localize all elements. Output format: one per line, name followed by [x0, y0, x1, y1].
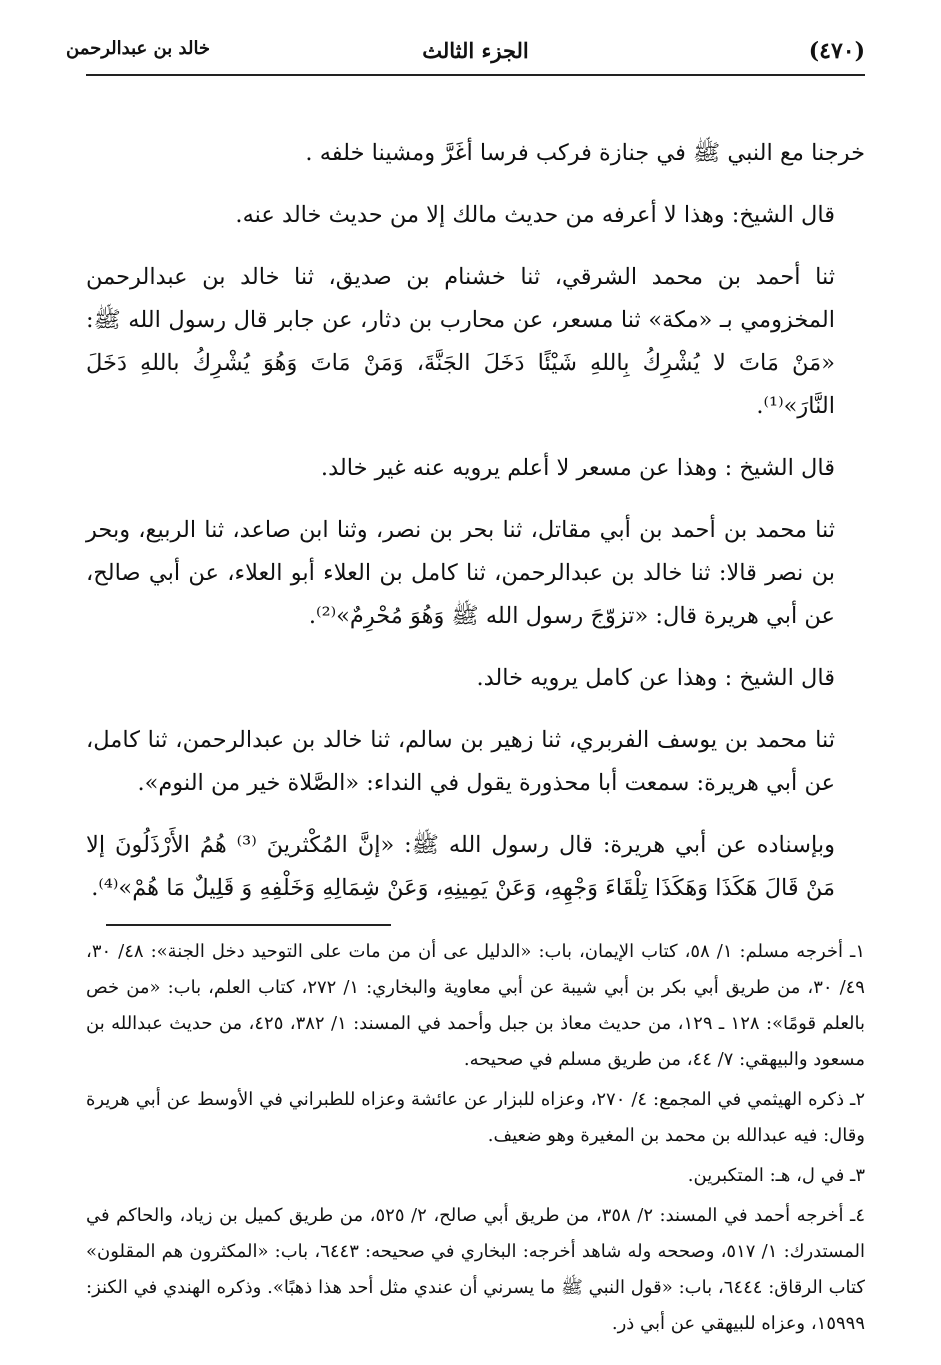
paragraph: خرجنا مع النبي ﷺ في جنازة فركب فرسا أغَرَّ ومشينا خلفه .: [305, 140, 865, 166]
paragraph: قال الشيخ : وهذا عن مسعر لا أعلم يرويه عنه غير خالد.: [320, 455, 835, 481]
footnote: ١ـ أخرجه مسلم: ١/ ٥٨، كتاب الإيمان، باب: «الدليل عى أن من مات على التوحيد دخل الجنة»: ٤٨/ ٣٠، ٤٩/ ٣٠، من طريق أبي بكر بن أبي شيبة عن أبي معاوية والبخاري: ١/ ٢٧٢، كتاب العلم، باب: «من خص بالعلم قومًا»: ١٢٨ ـ ١٢٩، من حديث معاذ بن جبل وأحمد في المسند: ١/ ٣٨٢، ٤٢٥، من حديث عبدالله بن مسعود والبيهقي: ٧/ ٤٤، من طريق مسلم في صحيحه.: [86, 941, 866, 1070]
running-header: [66, 34, 865, 76]
paragraph: ثنا محمد بن أحمد بن أبي مقاتل، ثنا بحر بن نصر، وثنا ابن صاعد، ثنا الربيع، وبحر بن نصر قالا: ثنا خالد بن عبدالرحمن، ثنا كامل بن العلاء أبو العلاء، عن أبي صالح، عن أبي هريرة قال: «تزوّجَ رسول الله ﷺ وَهُوَ مُحْرِمٌ»⁽²⁾.: [86, 517, 835, 629]
paragraph: قال الشيخ : وهذا عن كامل يرويه خالد.: [476, 665, 835, 691]
footnote-separator: [86, 924, 865, 926]
footnote: ٤ـ أخرجه أحمد في المسند: ٢/ ٣٥٨، من طريق أبي صالح، ٢/ ٥٢٥، من طريق كميل بن زياد، والحاكم في المستدرك: ١/ ٥١٧، وصححه وله شاهد أخرجه: البخاري في صحيحه: ٦٤٤٣، باب: «المكثرون هم المقلون» كتاب الرقاق: ٦٤٤٤، باب: «قول النبي ﷺ ما يسرني أن عندي مثل أحد هذا ذهبًا». وذكره الهندي في الكنز: ١٥٩٩٩، وعزاه للبيهقي عن أبي ذر.: [86, 1205, 866, 1334]
page-number: (٤٧٠): [808, 38, 865, 64]
footnote: ٢ـ ذكره الهيثمي في المجمع: ٤/ ٢٧٠، وعزاه للبزار عن عائشة وعزاه للطبراني في الأوسط عن أبي هريرة وقال: فيه عبدالله بن محمد بن المغيرة وهو ضعيف.: [86, 1089, 865, 1146]
paragraph: وبإسناده عن أبي هريرة: قال رسول الله ﷺ: «إنَّ المُكْثرينَ ⁽³⁾ هُمُ الأَرْذَلُونَ إلا مَنْ قَالَ هَكَذَا وَهَكَذَا تِلْقَاءَ وَجْهِهِ، وَعَنْ يَمِينِهِ، وَعَنْ شِمَالِهِ وَخَلْفِهِ وَ قَلِيلٌ مَا هُمْ»⁽⁴⁾.: [86, 832, 835, 901]
footnote: ٣ـ في ل، هـ: المتكبرين.: [687, 1165, 865, 1186]
chapter-name: خالد بن عبدالرحمن: [66, 38, 211, 59]
footnotes: [86, 934, 865, 1342]
paragraph: ثنا أحمد بن محمد الشرقي، ثنا خشنام بن صديق، ثنا خالد بن عبدالرحمن المخزومي بـ «مكة» ثنا مسعر، عن محارب بن دثار، عن جابر قال رسول الله ﷺ: «مَنْ مَاتَ لا يُشْرِكُ بِاللهِ شَيْئًا دَخَلَ الجَنَّةَ، وَمَنْ مَاتَ وَهُوَ يُشْرِكُ باللهِ دَخَلَ النَّارَ»⁽¹⁾.: [86, 264, 835, 419]
part-title: الجزء الثالث: [422, 38, 529, 63]
main-text: [86, 132, 865, 910]
paragraph: قال الشيخ: وهذا لا أعرفه من حديث مالك إلا من حديث خالد عنه.: [235, 202, 835, 228]
paragraph: ثنا محمد بن يوسف الفربري، ثنا زهير بن سالم، ثنا خالد بن عبدالرحمن، ثنا كامل، عن أبي هريرة: سمعت أبا محذورة يقول في النداء: «الصَّلاة خير من النوم».: [86, 727, 835, 796]
